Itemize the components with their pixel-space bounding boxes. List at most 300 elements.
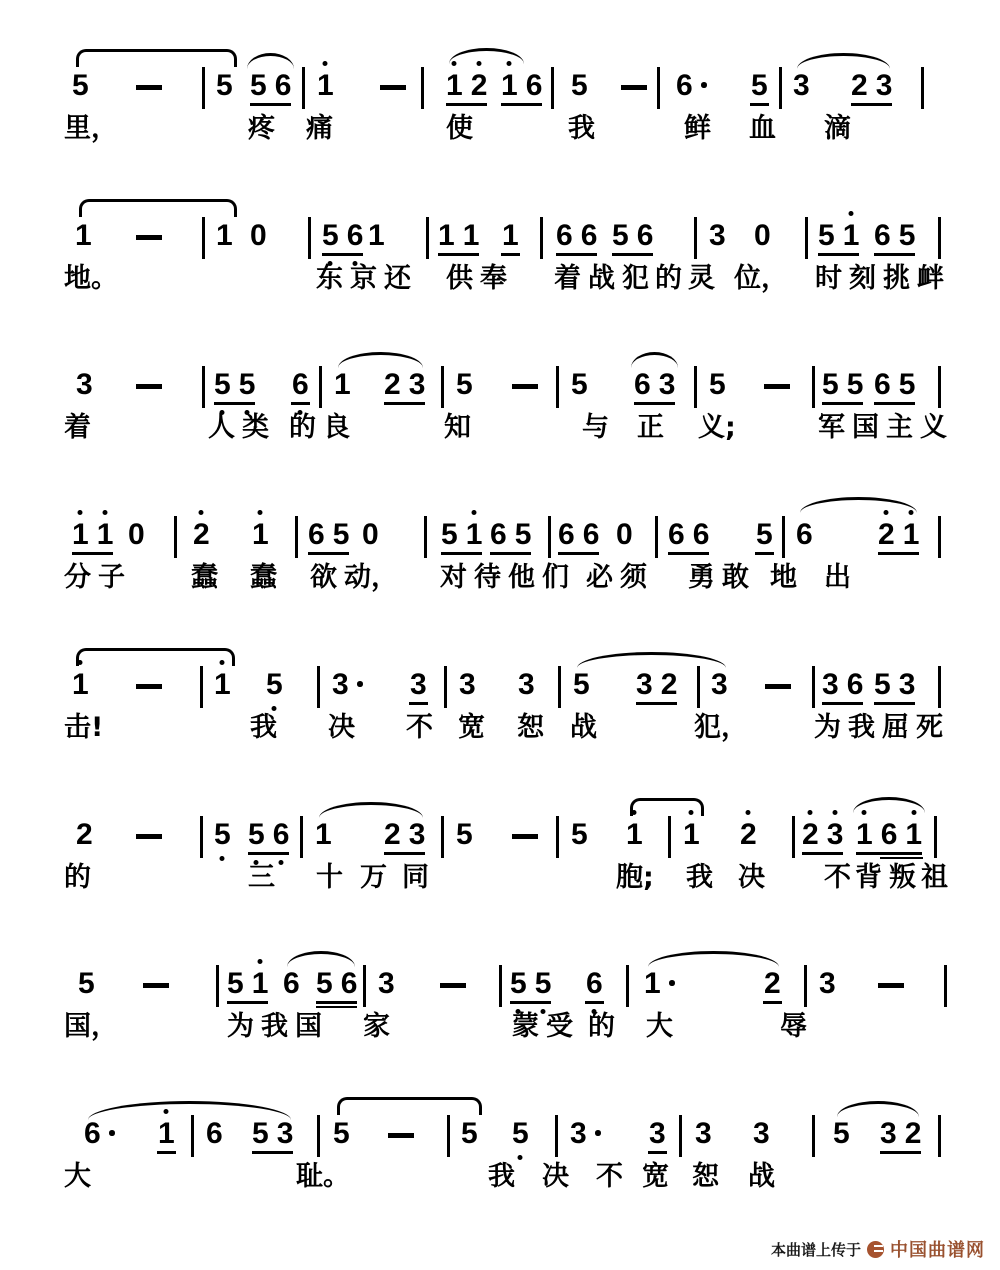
note-token xyxy=(128,519,145,551)
note-group xyxy=(490,519,531,551)
barline xyxy=(812,366,815,408)
note-token xyxy=(283,968,300,1000)
note: 1 xyxy=(856,819,873,851)
lyric-syllable: 大 xyxy=(64,1161,91,1192)
note: 5 xyxy=(239,369,256,401)
note: 1 xyxy=(903,519,920,551)
barline xyxy=(697,666,700,708)
beam-underline xyxy=(214,402,255,405)
beam-underline xyxy=(490,552,531,555)
note: 5 xyxy=(227,967,244,1000)
lyric-syllable: 蠢 xyxy=(191,562,218,593)
note-token xyxy=(751,70,768,102)
note: 1 xyxy=(317,70,334,102)
beam-underline xyxy=(880,1151,921,1154)
lyric-syllable: 军 xyxy=(818,412,845,443)
barline xyxy=(921,67,924,109)
note: 1 xyxy=(438,219,455,252)
octave-dot-high xyxy=(746,810,751,815)
note: 3 xyxy=(711,668,728,701)
note-group xyxy=(856,819,922,851)
lyric-syllable: 义; xyxy=(698,412,736,443)
note-token xyxy=(76,819,93,851)
beam-underline xyxy=(556,253,597,256)
note-token xyxy=(368,220,385,252)
lyric-syllable: 祖 xyxy=(921,862,948,893)
lyric-syllable: 义 xyxy=(920,412,947,443)
note-token xyxy=(214,669,231,701)
note: 1 xyxy=(214,669,231,701)
beam-underline xyxy=(157,1151,176,1154)
note-token xyxy=(571,70,588,102)
note-group xyxy=(822,369,863,401)
lyric-syllable: 良 xyxy=(323,412,350,443)
duration-dash xyxy=(512,834,538,839)
lyric-syllable: 国 xyxy=(295,1011,322,1042)
note-group xyxy=(668,519,709,551)
lyric-syllable: 正 xyxy=(637,412,664,443)
beam-underline xyxy=(227,1001,268,1004)
lyric-syllable: 的 xyxy=(588,1011,615,1042)
note-token xyxy=(502,220,519,252)
barline xyxy=(694,217,697,259)
lyric-syllable: 着 xyxy=(554,263,581,294)
note-token xyxy=(332,669,349,701)
lyric-syllable: 人 xyxy=(208,412,235,443)
note: 1 xyxy=(158,1118,175,1150)
note: 6 xyxy=(490,518,507,551)
octave-dot-low xyxy=(220,856,225,861)
note-group xyxy=(316,968,357,1000)
octave-dot-high xyxy=(199,510,204,515)
note-token xyxy=(676,70,693,102)
note-group xyxy=(802,819,843,851)
barline xyxy=(295,516,298,558)
note-token xyxy=(461,1118,478,1150)
lyric-syllable: 疼 xyxy=(248,113,275,144)
lyric-syllable: 对 xyxy=(440,562,467,593)
note: 2 xyxy=(904,1117,922,1150)
lyric-syllable: 主 xyxy=(886,412,913,443)
lyric-syllable: 知 xyxy=(444,412,471,443)
note-token xyxy=(158,1118,175,1150)
note-token xyxy=(216,70,233,102)
note: 6 xyxy=(586,968,603,1000)
note-group xyxy=(446,70,487,102)
lyric-syllable: 辱 xyxy=(780,1011,807,1042)
beam-underline xyxy=(308,552,349,555)
barline xyxy=(657,67,660,109)
barline xyxy=(938,217,941,259)
slur-arc xyxy=(631,352,678,368)
lyric-syllable: 地。 xyxy=(64,263,118,294)
note-group xyxy=(818,220,859,252)
slur-arc xyxy=(88,1101,291,1120)
barline xyxy=(779,67,782,109)
note-token xyxy=(333,1118,350,1150)
note-token xyxy=(833,1118,850,1150)
note-token xyxy=(649,1118,666,1150)
lyric-syllable: 他 xyxy=(508,562,535,593)
note-group xyxy=(322,220,363,252)
lyric-syllable: 不 xyxy=(406,712,433,743)
note-token xyxy=(644,968,661,1000)
note: 1 xyxy=(252,519,269,551)
lyric-syllable: 决 xyxy=(328,712,355,743)
note-group xyxy=(501,70,542,102)
duration-dash xyxy=(143,983,169,988)
lyric-syllable: 宽 xyxy=(642,1161,669,1192)
note-token xyxy=(754,220,771,252)
barline xyxy=(668,816,671,858)
note: 2 xyxy=(851,69,868,102)
note: 3 xyxy=(898,668,916,701)
note-token xyxy=(695,1118,712,1150)
lyric-syllable: 不 xyxy=(824,862,851,893)
note-token xyxy=(292,369,309,401)
lyric-syllable: 大 xyxy=(646,1011,673,1042)
note: 3 xyxy=(76,368,93,401)
barline xyxy=(426,217,429,259)
footer-credit xyxy=(0,1236,985,1262)
lyric-syllable: 奉 xyxy=(480,263,507,294)
note: 5 xyxy=(571,368,588,401)
duration-dash xyxy=(380,85,406,90)
duration-dash xyxy=(440,983,466,988)
lyric-syllable: 必 xyxy=(586,562,613,593)
note-token xyxy=(683,819,700,851)
barline xyxy=(792,816,795,858)
barline xyxy=(556,816,559,858)
note: 1 xyxy=(502,220,519,252)
barline xyxy=(626,965,629,1007)
note-token xyxy=(317,70,334,102)
lyric-syllable: 三 xyxy=(248,862,275,893)
note-token xyxy=(753,1118,770,1150)
note-group xyxy=(441,519,482,551)
octave-dot-high xyxy=(258,510,263,515)
note: 6 xyxy=(340,967,358,1000)
footer-credit-text: 本曲谱上传于 xyxy=(770,1240,861,1259)
note-token xyxy=(75,220,92,252)
note-token xyxy=(78,968,95,1000)
barline xyxy=(202,366,205,408)
beam-underline xyxy=(441,552,482,555)
lyric-syllable: 我 xyxy=(488,1161,515,1192)
barline xyxy=(558,666,561,708)
note: 3 xyxy=(408,368,426,401)
note: 2 xyxy=(660,668,678,701)
note-token xyxy=(456,369,473,401)
note: 3 xyxy=(822,668,839,701)
lyric-syllable: 叛 xyxy=(889,862,916,893)
augmentation-dot xyxy=(109,1130,115,1136)
beam-underline xyxy=(755,552,774,555)
note-group xyxy=(634,369,675,401)
barline xyxy=(556,366,559,408)
note: 3 xyxy=(378,967,395,1000)
barline xyxy=(444,666,447,708)
barline xyxy=(317,1115,320,1157)
note: 5 xyxy=(510,968,527,1000)
note: 1 xyxy=(683,819,700,851)
note-token xyxy=(72,70,89,102)
note-token xyxy=(571,369,588,401)
barline xyxy=(499,965,502,1007)
duration-dash xyxy=(388,1133,414,1138)
lyric-syllable: 耻。 xyxy=(296,1161,350,1192)
beam-underline xyxy=(501,103,542,106)
note-group xyxy=(874,369,915,401)
note: 2 xyxy=(384,368,401,401)
beam-underline xyxy=(409,702,428,705)
lyric-syllable: 蠢 xyxy=(250,562,277,593)
note: 5 xyxy=(456,368,473,401)
octave-dot-high xyxy=(258,959,263,964)
note: 0 xyxy=(362,518,379,551)
lyric-syllable: 位， xyxy=(734,263,788,294)
note: 1 xyxy=(72,519,89,551)
slur-arc xyxy=(449,48,524,64)
lyric-syllable: 供 xyxy=(446,263,473,294)
barline xyxy=(200,816,203,858)
note: 5 xyxy=(833,1117,850,1150)
note-token xyxy=(250,220,267,252)
note-group xyxy=(880,1118,921,1150)
duration-dash xyxy=(136,834,162,839)
octave-dot-high xyxy=(78,510,83,515)
lyric-syllable: 我 xyxy=(686,862,713,893)
slur-arc xyxy=(247,53,294,69)
lyric-syllable: 为 xyxy=(814,712,841,743)
lyric-syllable: 死 xyxy=(916,712,943,743)
tie-arc xyxy=(630,798,704,816)
octave-dot-high xyxy=(808,810,813,815)
note-token xyxy=(84,1118,101,1150)
note: 1 xyxy=(334,368,351,401)
lyric-syllable: 血 xyxy=(749,113,776,144)
lyric-syllable: 受 xyxy=(546,1011,573,1042)
note: 6 xyxy=(668,518,685,551)
barline xyxy=(308,217,311,259)
note-token xyxy=(793,70,810,102)
note-group xyxy=(308,519,349,551)
note-token xyxy=(512,1118,529,1150)
augmentation-dot xyxy=(357,681,363,687)
lyric-syllable: 还 xyxy=(384,263,411,294)
note-token xyxy=(252,519,269,551)
note: 6 xyxy=(347,220,364,252)
lyric-syllable: 恕 xyxy=(692,1161,719,1192)
note-token xyxy=(570,1118,587,1150)
octave-dot-low xyxy=(541,1009,546,1014)
note: 6 xyxy=(634,368,651,401)
lyric-syllable: 勇 xyxy=(688,562,715,593)
note-token xyxy=(206,1118,223,1150)
note: 5 xyxy=(846,368,864,401)
tie-arc xyxy=(76,648,235,666)
augmentation-dot xyxy=(595,1130,601,1136)
duration-dash xyxy=(136,85,162,90)
barline xyxy=(934,816,937,858)
note: 2 xyxy=(764,968,781,1000)
barline xyxy=(174,516,177,558)
beam-underline xyxy=(316,1006,357,1009)
lyric-syllable: 鲜 xyxy=(684,113,711,144)
note: 6 xyxy=(846,668,864,701)
beam-underline xyxy=(802,852,843,855)
beam-underline xyxy=(874,402,915,405)
note: 5 xyxy=(756,519,773,551)
lyric-syllable: 使 xyxy=(446,113,473,144)
lyric-syllable: 蒙 xyxy=(512,1011,539,1042)
beam-underline xyxy=(291,402,310,405)
lyric-syllable: 地 xyxy=(770,562,797,593)
note: 6 xyxy=(292,369,309,401)
note: 5 xyxy=(250,69,267,102)
note: 5 xyxy=(818,219,835,252)
tie-arc xyxy=(337,1097,482,1115)
lyric-syllable: 出 xyxy=(824,562,851,593)
note: 5 xyxy=(573,668,590,701)
barline xyxy=(938,1115,941,1157)
note: 1 xyxy=(466,519,483,551)
lyric-syllable: 背 xyxy=(855,862,882,893)
octave-dot-high xyxy=(103,510,108,515)
octave-dot-low xyxy=(272,706,277,711)
tie-arc xyxy=(79,199,237,217)
note: 5 xyxy=(316,967,333,1000)
note-group xyxy=(558,519,599,551)
note: 1 xyxy=(97,519,114,551)
duration-dash xyxy=(512,384,538,389)
duration-dash xyxy=(136,384,162,389)
lyric-syllable: 类 xyxy=(242,412,269,443)
barline xyxy=(805,217,808,259)
note: 2 xyxy=(76,818,93,851)
site-name: 中国曲谱网 xyxy=(890,1240,985,1261)
note: 5 xyxy=(709,368,726,401)
note: 0 xyxy=(128,518,145,551)
beam-underline xyxy=(384,402,425,405)
note: 5 xyxy=(72,69,89,102)
note-group xyxy=(636,669,677,701)
duration-dash xyxy=(878,983,904,988)
note: 3 xyxy=(636,668,653,701)
note-group xyxy=(248,819,289,851)
beam-underline xyxy=(384,852,425,855)
duration-dash xyxy=(764,384,790,389)
note: 3 xyxy=(819,967,836,1000)
note: 6 xyxy=(580,219,598,252)
duration-dash xyxy=(136,235,162,240)
beam-underline xyxy=(248,852,289,855)
note: 5 xyxy=(248,819,265,851)
beam-underline xyxy=(438,253,479,256)
lyric-syllable: 犯 xyxy=(622,263,649,294)
beam-underline xyxy=(316,1001,357,1004)
note-token xyxy=(456,819,473,851)
lyric-syllable: 欲 xyxy=(310,562,337,593)
note-group xyxy=(384,369,425,401)
lyric-syllable: 犯， xyxy=(694,712,748,743)
site-logo-icon xyxy=(867,1241,884,1258)
beam-underline xyxy=(874,702,915,705)
beam-underline xyxy=(252,1151,293,1154)
note-token xyxy=(709,369,726,401)
octave-dot-high xyxy=(472,510,477,515)
note: 2 xyxy=(384,818,401,851)
note-group xyxy=(874,220,915,252)
beam-underline xyxy=(763,1001,782,1004)
lyric-syllable: 着 xyxy=(64,412,91,443)
beam-underline xyxy=(612,253,653,256)
octave-dot-high xyxy=(849,211,854,216)
note-group xyxy=(510,968,551,1000)
note: 3 xyxy=(649,1118,666,1150)
lyric-syllable: 我 xyxy=(261,1011,288,1042)
lyric-syllable: 灵 xyxy=(688,263,715,294)
note: 5 xyxy=(898,368,916,401)
beam-underline xyxy=(501,253,520,256)
note: 1 xyxy=(905,819,922,851)
note: 6 xyxy=(556,219,573,252)
lyric-syllable: 刻 xyxy=(849,263,876,294)
lyric-syllable: 战 xyxy=(588,263,615,294)
note-token xyxy=(410,669,427,701)
note: 6 xyxy=(84,1118,101,1150)
note-group xyxy=(612,220,653,252)
lyric-syllable: 挑 xyxy=(883,263,910,294)
lyric-syllable: 须 xyxy=(620,562,647,593)
lyric-syllable: 战 xyxy=(748,1161,775,1192)
note-group xyxy=(252,1118,293,1150)
note: 5 xyxy=(751,70,768,102)
note: 5 xyxy=(822,368,839,401)
lyric-syllable: 恕 xyxy=(517,712,544,743)
note: 3 xyxy=(658,368,676,401)
beam-underline xyxy=(634,402,675,405)
lyric-syllable: 东 xyxy=(316,263,343,294)
note: 5 xyxy=(461,1117,478,1150)
augmentation-dot xyxy=(669,980,675,986)
note: 5 xyxy=(512,1118,529,1150)
barline xyxy=(202,217,205,259)
barline xyxy=(782,516,785,558)
note: 0 xyxy=(616,518,633,551)
beam-underline xyxy=(636,702,677,705)
barline xyxy=(319,366,322,408)
note: 5 xyxy=(514,518,532,551)
beam-underline xyxy=(851,103,892,106)
lyric-syllable: 胞; xyxy=(616,862,654,893)
beam-underline xyxy=(750,103,769,106)
note-token xyxy=(819,968,836,1000)
barline xyxy=(551,67,554,109)
lyric-syllable: 决 xyxy=(738,862,765,893)
lyric-syllable: 的 xyxy=(655,263,682,294)
lyric-syllable: 万 xyxy=(360,862,387,893)
lyric-syllable: 动， xyxy=(344,562,398,593)
augmentation-dot xyxy=(701,82,707,88)
note: 5 xyxy=(214,369,231,401)
note: 1 xyxy=(843,220,860,252)
note-group xyxy=(214,369,255,401)
note-token xyxy=(573,669,590,701)
note-token xyxy=(756,519,773,551)
barline xyxy=(216,965,219,1007)
note-token xyxy=(459,669,476,701)
